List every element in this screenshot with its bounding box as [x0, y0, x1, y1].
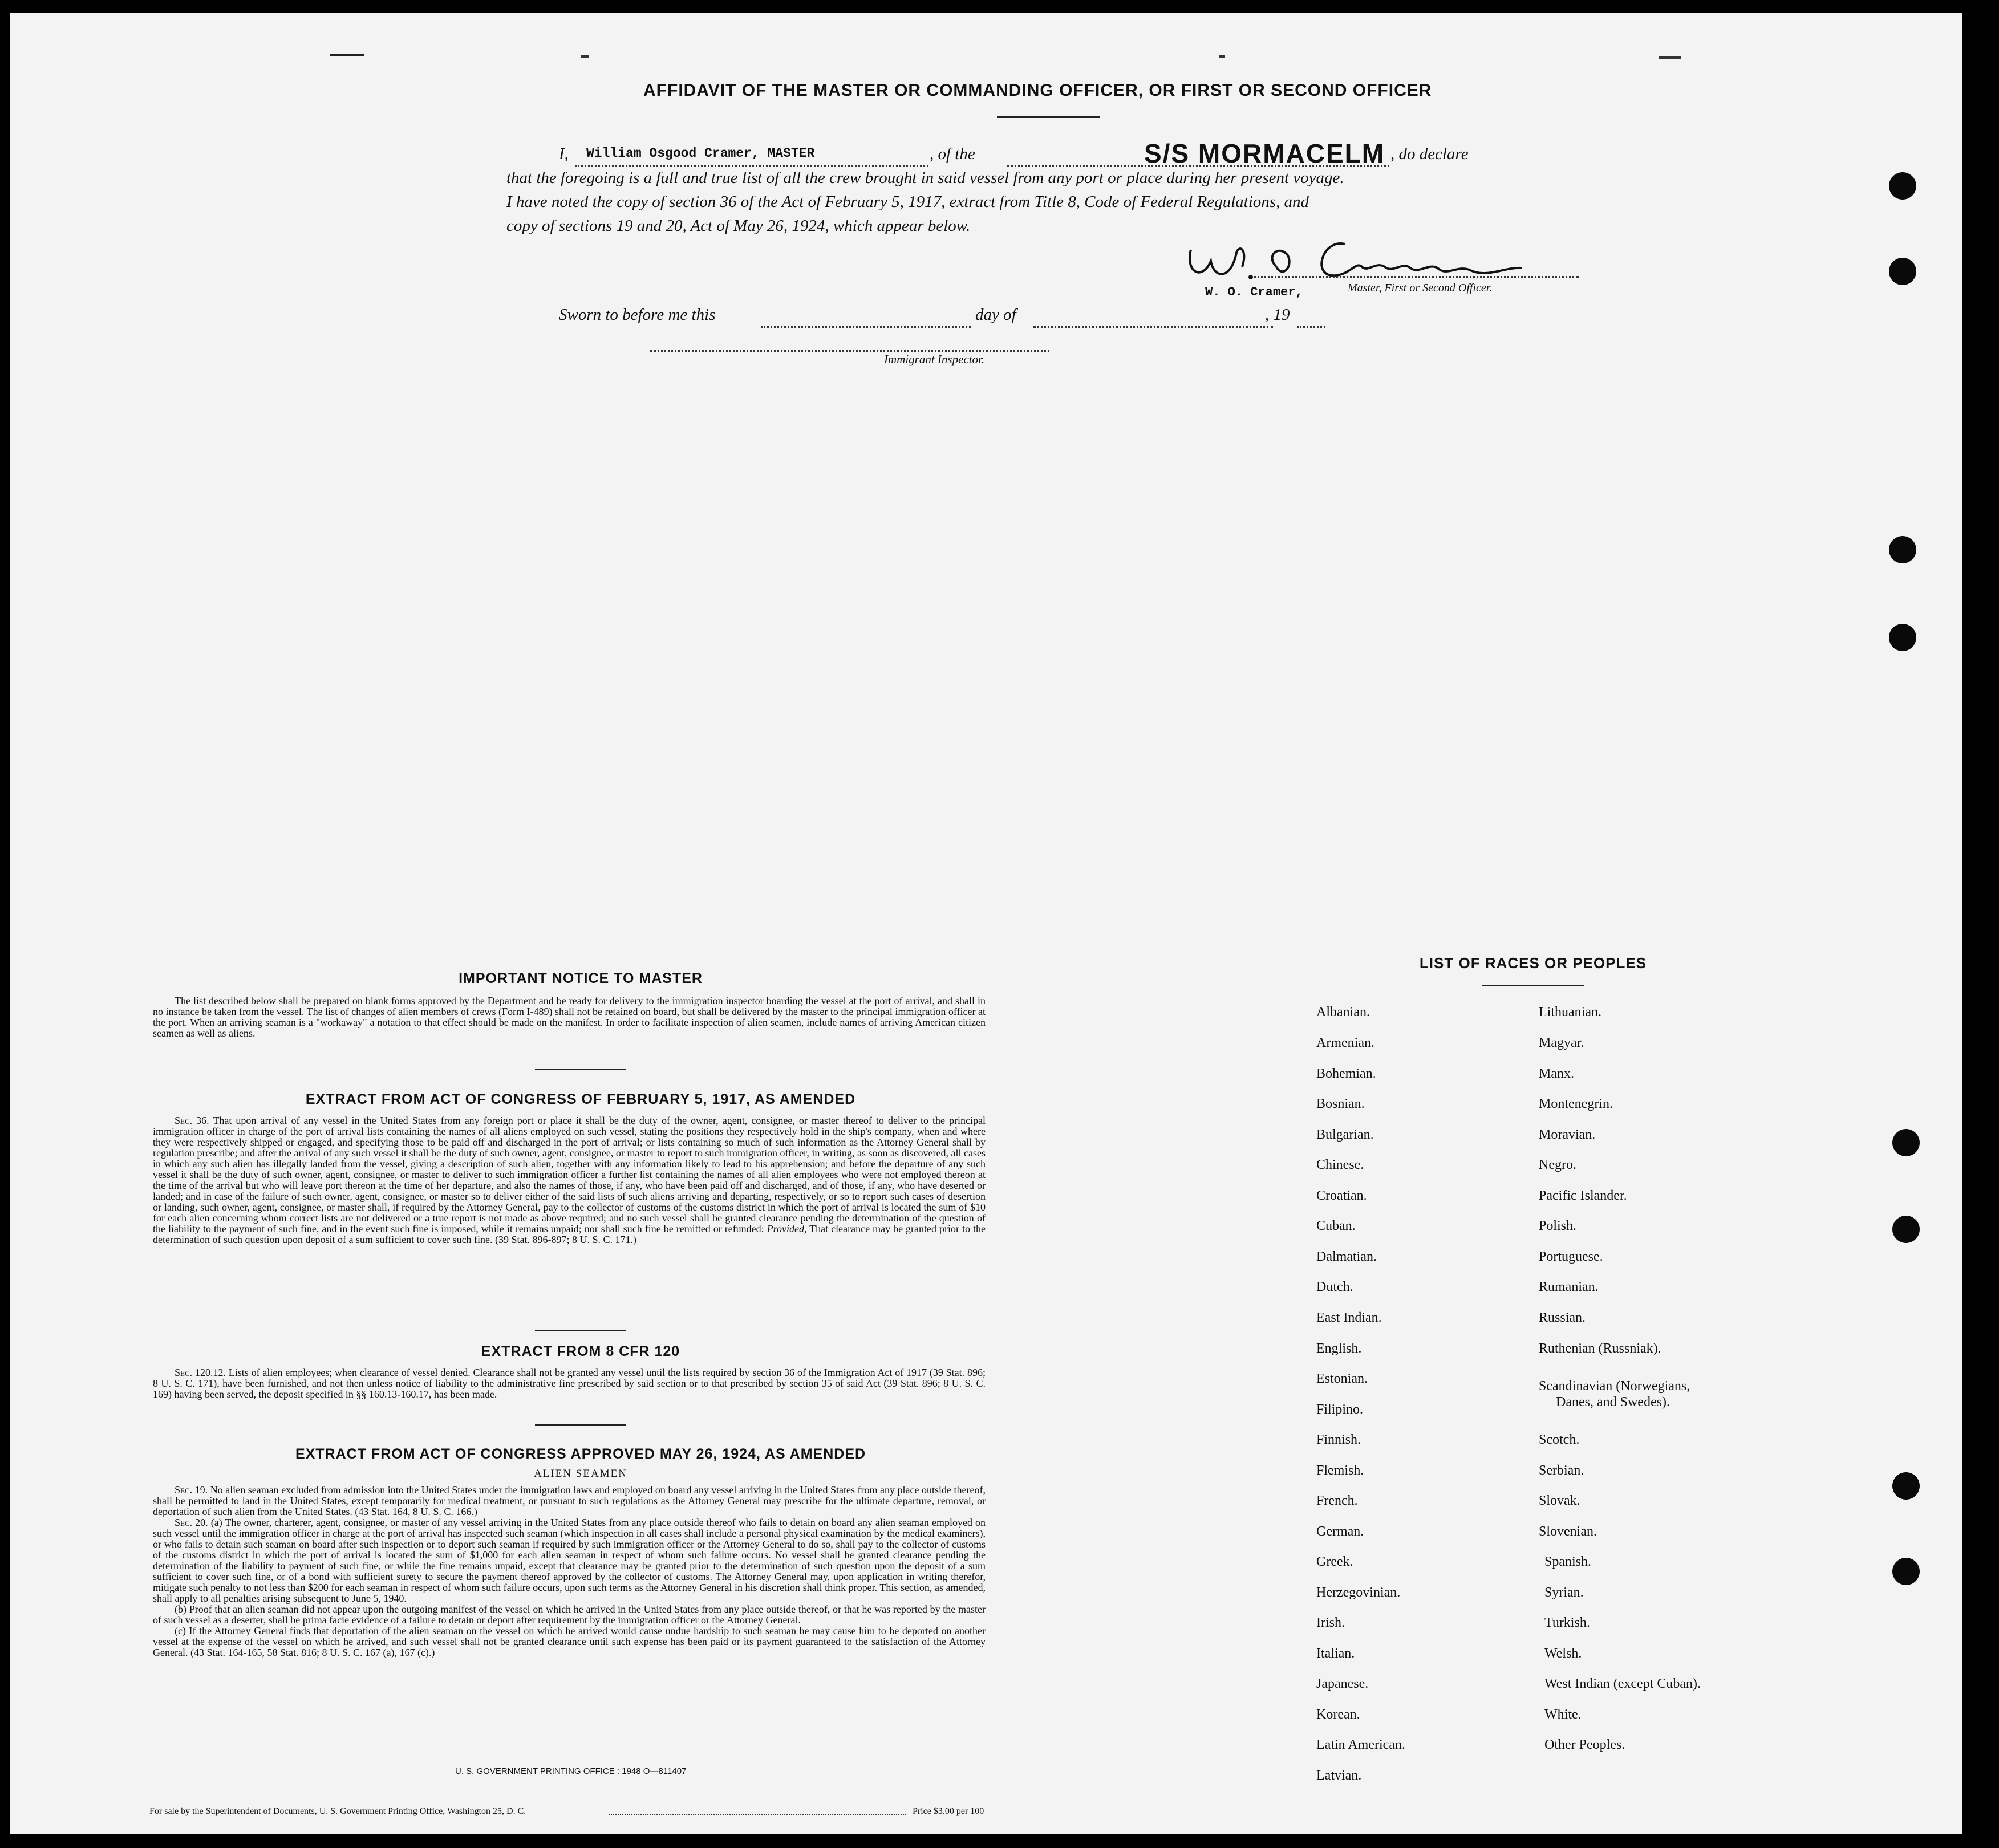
race-item: Spanish.: [1544, 1554, 1592, 1569]
extract-1917-title: EXTRACT FROM ACT OF CONGRESS OF FEBRUARY 5, 1917, AS AMENDED: [305, 1091, 856, 1107]
section-rule: [535, 1330, 626, 1331]
sworn-year-blank: [1297, 326, 1325, 328]
vessel-name: S/S MORMACELM: [1144, 139, 1385, 168]
race-item: Chinese.: [1316, 1157, 1364, 1172]
race-item: West Indian (except Cuban).: [1544, 1676, 1701, 1691]
punch-hole: [1889, 624, 1916, 651]
sec20b-text: (b) Proof that an alien seaman did not appear upon the outgoing manifest of the vessel on which he arrived in the United States from any place outside thereof, or that he was reported by the master of such vessel as a deserter, shall be prima facie evidence of a failure to detain or deport after requirement by the immigration officer or the Attorney General.: [153, 1603, 986, 1626]
extract-1917-paragraph: [153, 1115, 986, 1245]
extract-cfr-paragraph: [153, 1367, 986, 1400]
punch-hole: [1892, 1472, 1920, 1500]
sec36-label: Sec. 36.: [175, 1115, 209, 1126]
race-item: Flemish.: [1316, 1463, 1364, 1478]
sec20a-text: (a) The owner, charterer, agent, consignee, or master of any vessel arriving in the United States from any place outside thereof who fails to detain on board any alien seaman employed on such vessel until the immigration officer in charge at the port of arrival has inspected such seaman (which inspection in all cases shall include a personal physical examination by the medical examiners), or who fails to detain such seaman on board after such inspection or to deport such seaman if required by such immigration officer or the Attorney General to do so, shall pay to the collector of customs of the customs district in which the port of arrival is located the sum of $1,000 for each alien seaman in respect of whom such failure occurs. No vessel shall be granted clearance pending the determination of the liability to payment of such fine, or while the fine remains unpaid, except that clearance may be granted prior to the determination of such question upon the deposit of a sum sufficient to cover such fine, or of a bond with sufficient surety to secure the payment thereof approved by the collector of customs. The Attorney General may, upon application in writing therefor, mitigate such penalty to not less than $200 for each seaman in respect of whom such failure occurs, upon such terms as the Attorney General in his discretion shall think proper. This section, as amended, shall apply to all penalties arising subsequent to June 5, 1940.: [153, 1517, 986, 1604]
sec20c-text: (c) If the Attorney General finds that deportation of the alien seaman on the vessel on which he arrived would cause undue hardship to such seaman he may cause him to be deported on another vessel at the expense of the vessel on which he arrived, and such vessel shall not be granted clearance until such expense has been paid or its payment guaranteed to the satisfaction of the Attorney General. (43 Stat. 164-165, 58 Stat. 816; 8 U. S. C. 167 (a), 167 (c).): [153, 1625, 986, 1658]
race-item: Moravian.: [1539, 1127, 1596, 1142]
day-of-label: day of: [975, 306, 1016, 324]
sec120-text: Lists of alien employees; when clearance of vessel denied. Clearance shall not be granted any vessel until the lists required by section 36 of the Immigration Act of 1917 (39 Stat. 896; 8 U. S. C. 171), have been furnished, and not then unless notice of liability to the administrative fine prescribed by said section or to that prescribed by section 35 of said Act (39 Stat. 896; 8 U. S. C. 169) having been served, the deposit specified in §§ 160.13-160.17, has been made.: [153, 1367, 986, 1400]
race-item: Lithuanian.: [1539, 1005, 1601, 1020]
race-item: Herzegovinian.: [1316, 1585, 1401, 1600]
footer-price: Price $3.00 per 100: [913, 1806, 984, 1816]
race-item: Slovenian.: [1539, 1524, 1597, 1539]
inspector-label: Immigrant Inspector.: [884, 352, 985, 366]
alien-seamen-subtitle: ALIEN SEAMEN: [534, 1468, 627, 1480]
form-page: [10, 13, 1962, 1834]
races-title-rule: [1482, 985, 1584, 986]
sec20-label: Sec. 20.: [175, 1517, 208, 1528]
declarant-intro: I,: [559, 145, 569, 163]
title-rule: [997, 116, 1100, 118]
typed-signer-name: W. O. Cramer,: [1205, 285, 1303, 299]
punch-hole: [1892, 1216, 1920, 1243]
sec19-label: Sec. 19.: [175, 1484, 208, 1496]
race-item: Filipino.: [1316, 1402, 1364, 1417]
race-item: Rumanian.: [1539, 1280, 1599, 1294]
race-item: Montenegrin.: [1539, 1096, 1613, 1111]
race-item: Turkish.: [1544, 1615, 1590, 1630]
affidavit-title: AFFIDAVIT OF THE MASTER OR COMMANDING OFFICER, OR FIRST OR SECOND OFFICER: [643, 81, 1432, 100]
do-declare-label: , do declare: [1390, 145, 1469, 163]
footer-sale: For sale by the Superintendent of Documents, U. S. Government Printing Office, Washington 25, D. C.: [149, 1806, 526, 1816]
sec120-label: Sec. 120.12.: [175, 1367, 226, 1378]
race-item: Latvian.: [1316, 1768, 1362, 1783]
race-item: Portuguese.: [1539, 1249, 1603, 1264]
race-item: White.: [1544, 1707, 1582, 1722]
race-item: Ruthenian (Russniak).: [1539, 1341, 1661, 1356]
sworn-day-blank: [761, 326, 971, 328]
extract-1924-title: EXTRACT FROM ACT OF CONGRESS APPROVED MAY 26, 1924, AS AMENDED: [295, 1446, 866, 1462]
race-item: Japanese.: [1316, 1676, 1369, 1691]
declaration-body-3: copy of sections 19 and 20, Act of May 26, 1924, which appear below.: [506, 217, 971, 235]
edge-mark: [330, 54, 364, 56]
declaration-body-2: I have noted the copy of section 36 of the Act of February 5, 1917, extract from Title 8, Code of Federal Regulations, and: [506, 193, 1309, 211]
signature-mark: [1179, 227, 1527, 290]
race-item: Greek.: [1316, 1554, 1353, 1569]
race-item: Serbian.: [1539, 1463, 1584, 1478]
declarant-blank: [575, 165, 928, 167]
race-item: Pacific Islander.: [1539, 1188, 1627, 1203]
edge-mark: [581, 55, 589, 58]
race-item: Albanian.: [1316, 1005, 1370, 1020]
footer-leader: [609, 1814, 906, 1815]
race-item: Bohemian.: [1316, 1066, 1376, 1081]
race-item: Other Peoples.: [1544, 1737, 1625, 1752]
declarant-name: William Osgood Cramer, MASTER: [586, 146, 815, 161]
inspector-signature-line: [650, 350, 1049, 352]
race-item: Korean.: [1316, 1707, 1360, 1722]
edge-mark: [1219, 55, 1225, 58]
race-item: Croatian.: [1316, 1188, 1367, 1203]
punch-hole: [1892, 1558, 1920, 1585]
race-item: Slovak.: [1539, 1493, 1580, 1508]
sec36-text: That upon arrival of any vessel in the United States from any foreign port or place it shall be the duty of the owner, agent, consignee, or master thereof to deliver to the principal immigration officer in charge of the port of arrival lists containing the names of all aliens employed on such vessel, stating the positions they respectively hold in the ship's company, when and where they were respectively shipped or engaged, and specifying those to be paid off and discharged in the port of arrival; or lists containing so much of such information as the Attorney General shall by regulation prescribe; and after the arrival of any such vessel it shall be the duty of such owner, agent, consignee, or master to report to such immigration officer, in writing, as soon as discovered, all cases in which any such alien has illegally landed from the vessel, giving a description of such alien, together with any information likely to lead to his apprehension; and before the departure of any such vessel it shall be the duty of such owner, agent, consignee, or master to deliver to such immigration officer a further list containing the names of all alien employees who were not employed thereon at the time of the arrival but who will leave port thereon at the time of her departure, and also the names of those, if any, who have been paid off and discharged, and of those, if any, who have deserted or landed; and in case of the failure of such owner, agent, consignee, or master so to deliver either of the said lists of such aliens arriving and departing, respectively, or so to report such cases of desertion or landing, such owner, agent, consignee, or master shall, if required by the Attorney General, pay to the collector of customs of the customs district in which the port of arrival is located the sum of $10 for each alien concerning whom correct lists are not delivered or a true report is not made as above required; and no such vessel shall be granted clearance pending the determination of the question of the liability to the payment of such fine, and in the event such fine is imposed, while it remains unpaid; nor shall such fine be remitted or refunded:: [153, 1115, 986, 1234]
race-item: Russian.: [1539, 1310, 1586, 1325]
sec19-text: No alien seaman excluded from admission into the United States under the immigration laws and employed on board any vessel arriving in the United States from any place outside thereof, shall be permitted to land in the United States, except temporarily for medical treatment, or pursuant to such regulations as the Attorney General may prescribe for the ultimate departure, removal, or deportation of such alien from the United States. (43 Stat. 164, 8 U. S. C. 166.): [153, 1484, 986, 1517]
race-item: Polish.: [1539, 1219, 1577, 1233]
race-item: Welsh.: [1544, 1646, 1582, 1661]
punch-hole: [1889, 172, 1916, 200]
sworn-month-blank: [1033, 326, 1273, 328]
signature-line: [1254, 276, 1579, 278]
race-item: Syrian.: [1544, 1585, 1584, 1600]
notice-title: IMPORTANT NOTICE TO MASTER: [459, 970, 703, 986]
race-item: French.: [1316, 1493, 1358, 1508]
race-item: Bosnian.: [1316, 1096, 1365, 1111]
punch-hole: [1892, 1129, 1920, 1156]
race-item: Negro.: [1539, 1157, 1576, 1172]
section-rule: [535, 1424, 626, 1426]
declaration-body-1: that the foregoing is a full and true list of all the crew brought in said vessel from any port or place during her present voyage.: [506, 169, 1344, 187]
of-the-label: , of the: [930, 145, 975, 163]
race-item: Finnish.: [1316, 1432, 1361, 1447]
race-item: Dalmatian.: [1316, 1249, 1377, 1264]
section-rule: [535, 1069, 626, 1070]
race-item: Latin American.: [1316, 1737, 1405, 1752]
race-item: Manx.: [1539, 1066, 1574, 1081]
sec36-text-end: That clearance may be granted prior to the determination of such question upon deposit of a sum sufficient to cover such fine. (39 Stat. 896-897; 8 U. S. C. 171.): [153, 1223, 986, 1245]
race-item: Irish.: [1316, 1615, 1345, 1630]
punch-hole: [1889, 258, 1916, 285]
race-item: Armenian.: [1316, 1035, 1374, 1050]
race-item: Scotch.: [1539, 1432, 1580, 1447]
year-label: , 19: [1265, 306, 1290, 324]
provided-word: Provided,: [767, 1223, 807, 1234]
race-item: Magyar.: [1539, 1035, 1584, 1050]
punch-hole: [1889, 536, 1916, 563]
race-item: Danes, and Swedes).: [1556, 1395, 1670, 1410]
race-item: German.: [1316, 1524, 1364, 1539]
notice-text: The list described below shall be prepared on blank forms approved by the Department and be ready for delivery to the immigration inspector boarding the vessel at the port of arrival, and shall in no instance be taken from the vessel. The list of changes of alien members of crews (Form I-489) shall not be retained on board, but shall be delivered by the master to the principal immigration officer at the port. When an arriving seaman is a "workaway" a notation to that effect should be made on the manifest. In order to facilitate inspection of alien seamen, include names of arriving American citizen seamen as well as aliens.: [153, 995, 986, 1039]
race-item: English.: [1316, 1341, 1362, 1356]
extract-cfr-title: EXTRACT FROM 8 CFR 120: [481, 1343, 680, 1359]
race-item: Bulgarian.: [1316, 1127, 1374, 1142]
gpo-line: U. S. GOVERNMENT PRINTING OFFICE : 1948 O—811407: [455, 1766, 687, 1776]
race-item: Cuban.: [1316, 1219, 1356, 1233]
sworn-label: Sworn to before me this: [559, 306, 716, 324]
edge-mark: [1659, 56, 1681, 59]
notice-paragraph: [153, 996, 986, 1039]
races-title: LIST OF RACES OR PEOPLES: [1419, 955, 1647, 972]
extract-1924-paragraph: [153, 1485, 986, 1658]
race-item: East Indian.: [1316, 1310, 1382, 1325]
race-item: Dutch.: [1316, 1280, 1353, 1294]
race-item: Estonian.: [1316, 1371, 1368, 1386]
signer-title: Master, First or Second Officer.: [1348, 282, 1493, 294]
race-item: Italian.: [1316, 1646, 1355, 1661]
race-item: Scandinavian (Norwegians,: [1539, 1379, 1690, 1394]
